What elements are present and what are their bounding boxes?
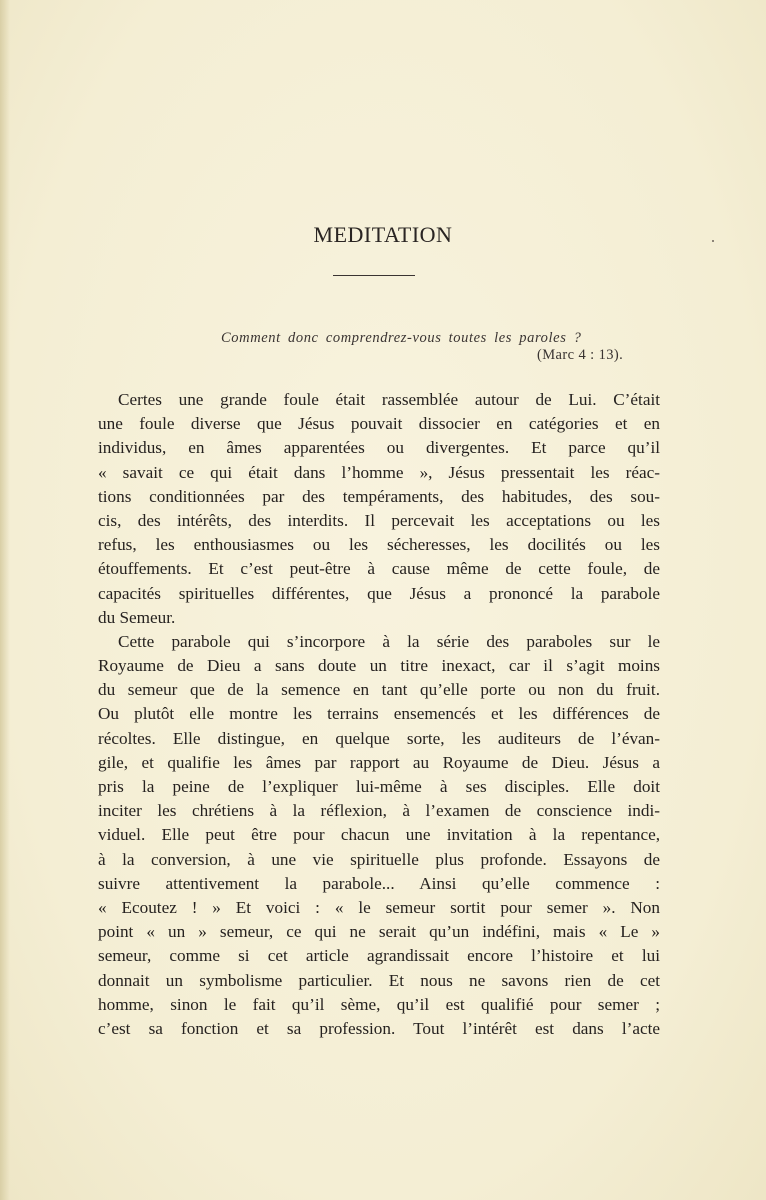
text-line: inciter les chrétiens à la réflexion, à l’examen de conscience indi-	[98, 801, 660, 821]
text-line: Cette parabole qui s’incorpore à la série des paraboles sur le	[118, 631, 660, 651]
epigraph-reference: (Marc 4 : 13).	[537, 347, 624, 363]
epigraph-quote: Comment donc comprendrez-vous toutes les paroles ?	[221, 330, 582, 346]
text-line: suivre attentivement la parabole... Ainsi qu’elle commence :	[98, 873, 660, 893]
text-line: cis, des intérêts, des interdits. Il percevait les acceptations ou les	[98, 510, 660, 530]
text-line: « Ecoutez ! » Et voici : « le semeur sortit pour semer ». Non	[98, 897, 660, 917]
page-title: MEDITATION	[313, 222, 453, 247]
text-line: viduel. Elle peut être pour chacun une invitation à la repentance,	[98, 825, 660, 845]
body-text	[98, 388, 660, 1041]
text-line: du Semeur.	[98, 607, 176, 627]
page-edge-shadow	[0, 0, 10, 1200]
text-line: gile, et qualifie les âmes par rapport au Royaume de Dieu. Jésus a	[98, 752, 660, 772]
text-line: « savait ce qui était dans l’homme », Jésus pressentait les réac-	[98, 462, 660, 482]
text-line: capacités spirituelles différentes, que Jésus a prononcé la parabole	[98, 583, 660, 603]
text-line: point « un » semeur, ce qui ne serait qu’un indéfini, mais « Le »	[98, 922, 660, 942]
text-line: semeur, comme si cet article agrandissait encore l’histoire et lui	[98, 946, 660, 966]
text-line: à la conversion, à une vie spirituelle plus profonde. Essayons de	[98, 849, 660, 869]
text-line: refus, les enthousiasmes ou les sécheresses, les docilités ou les	[98, 535, 660, 555]
text-line: donnait un symbolisme particulier. Et nous ne savons rien de cet	[98, 970, 660, 990]
text-line: Certes une grande foule était rassemblée autour de Lui. C’était	[118, 390, 660, 409]
text-line: individus, en âmes apparentées ou divergentes. Et parce qu’il	[98, 438, 660, 458]
text-line: c’est sa fonction et sa profession. Tout l’intérêt est dans l’acte	[98, 1018, 660, 1038]
text-line: Royaume de Dieu a sans doute un titre inexact, car il s’agit moins	[98, 656, 660, 676]
text-line: pris la peine de l’expliquer lui-même à ses disciples. Elle doit	[98, 777, 660, 796]
text-line: récoltes. Elle distingue, en quelque sorte, les auditeurs de l’évan-	[98, 728, 660, 748]
text-line: tions conditionnées par des tempéraments, des habitudes, des sou-	[98, 486, 660, 506]
text-line: une foule diverse que Jésus pouvait dissocier en catégories et en	[98, 414, 660, 434]
text-line: étouffements. Et c’est peut-être à cause même de cette foule, de	[98, 559, 660, 579]
text-line: du semeur que de la semence en tant qu’elle porte ou non du fruit.	[98, 680, 660, 700]
text-line: homme, sinon le fait qu’il sème, qu’il est qualifié pour semer ;	[98, 994, 660, 1014]
title-divider	[333, 275, 415, 276]
text-line: Ou plutôt elle montre les terrains ensemencés et les différences de	[98, 704, 660, 724]
